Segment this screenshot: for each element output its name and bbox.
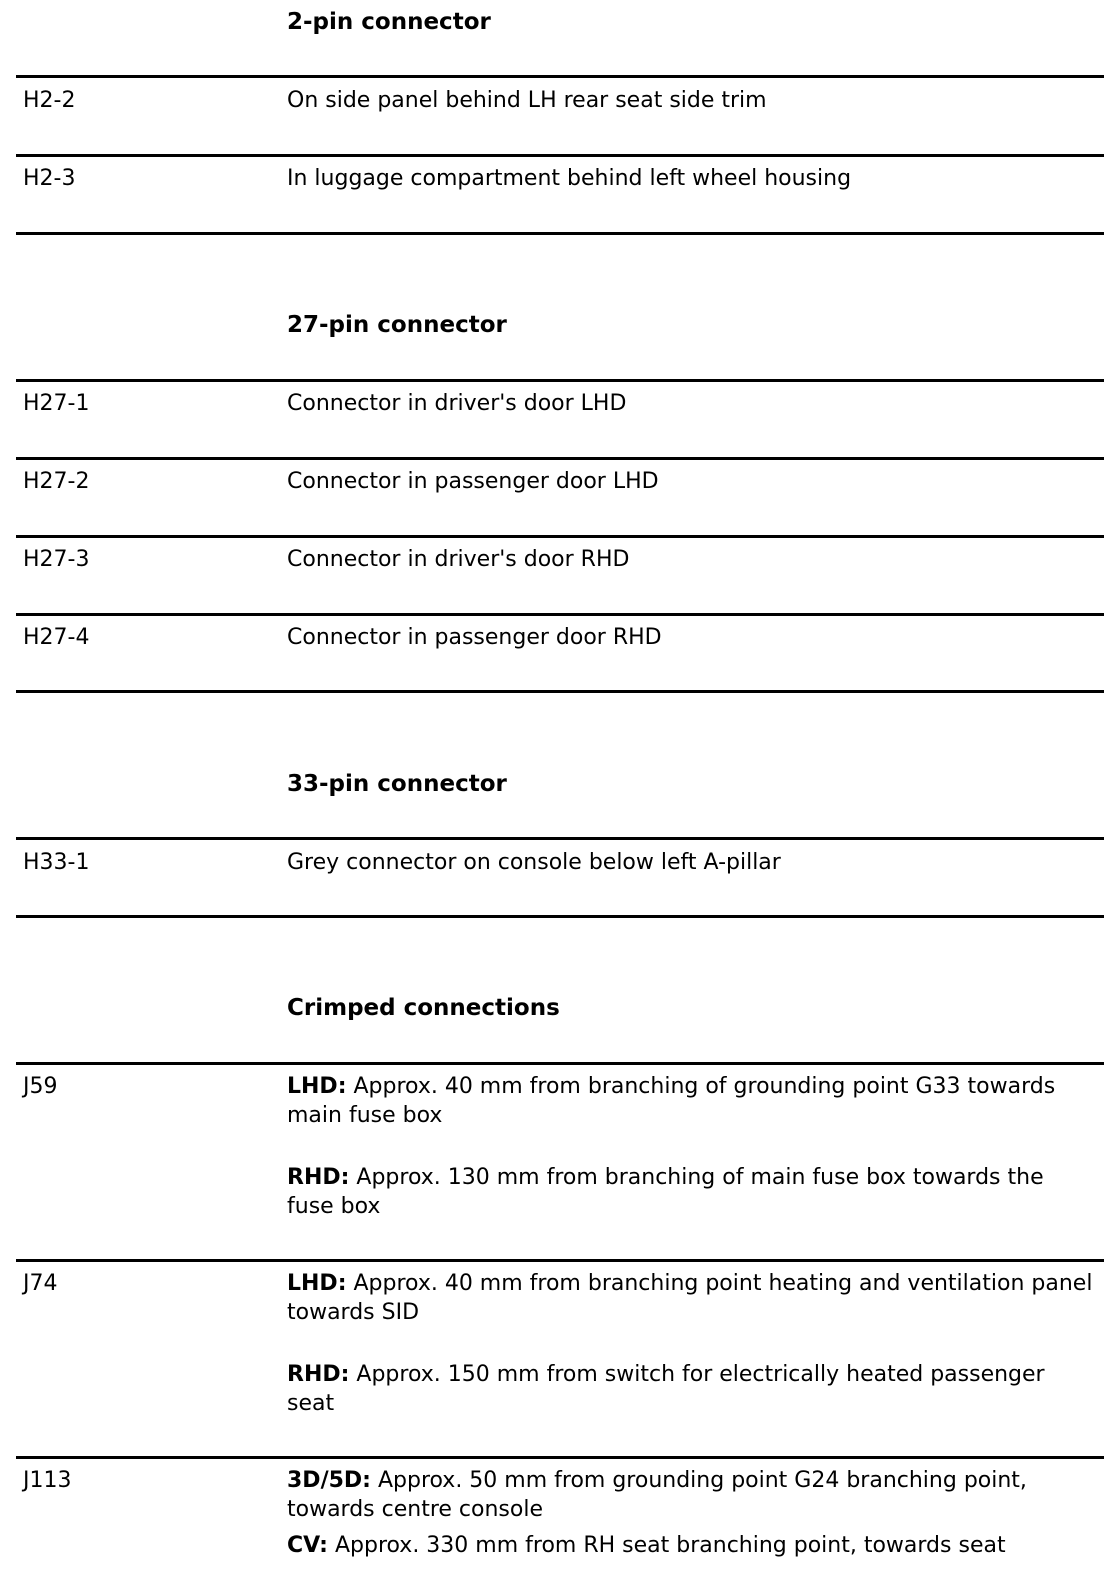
divider — [16, 1062, 1104, 1065]
connector-location: In luggage compartment behind left wheel housing — [287, 166, 852, 191]
section-heading-2-pin: 2-pin connector — [287, 9, 491, 35]
connector-location: Connector in passenger door LHD — [287, 469, 659, 494]
divider — [16, 1456, 1104, 1459]
divider — [16, 915, 1104, 918]
divider — [16, 535, 1104, 538]
note-text: Approx. 130 mm from branching of main fuse box towards the fuse box — [287, 1165, 1044, 1219]
note-text: Approx. 50 mm from grounding point G24 branching point, towards centre console — [287, 1468, 1027, 1522]
section-heading-27-pin: 27-pin connector — [287, 312, 507, 338]
divider — [16, 154, 1104, 157]
connector-code: H33-1 — [23, 850, 90, 875]
note-label: LHD: — [287, 1074, 347, 1099]
note-text: Approx. 40 mm from branching of grounding point G33 towards main fuse box — [287, 1074, 1056, 1128]
connector-code: H27-2 — [23, 469, 90, 494]
connection-note — [287, 1360, 1097, 1418]
note-label: RHD: — [287, 1362, 350, 1387]
note-text: Approx. 330 mm from RH seat branching point, towards seat — [327, 1533, 1006, 1558]
connector-code: H27-3 — [23, 547, 90, 572]
note-label: 3D/5D: — [287, 1468, 371, 1493]
connector-code: H2-2 — [23, 88, 76, 113]
connection-code: J74 — [23, 1271, 58, 1296]
connector-code: H27-4 — [23, 625, 90, 650]
divider — [16, 379, 1104, 382]
connection-code: J113 — [23, 1468, 72, 1493]
connector-location: Connector in driver's door RHD — [287, 547, 630, 572]
connection-note — [287, 1531, 1097, 1560]
divider — [16, 613, 1104, 616]
connector-code: H2-3 — [23, 166, 76, 191]
divider — [16, 1259, 1104, 1262]
connector-location: Grey connector on console below left A-pillar — [287, 850, 781, 875]
note-text: Approx. 150 mm from switch for electrically heated passenger seat — [287, 1362, 1045, 1416]
divider — [16, 75, 1104, 78]
connection-note — [287, 1072, 1097, 1130]
divider — [16, 690, 1104, 693]
divider — [16, 457, 1104, 460]
divider — [16, 837, 1104, 840]
note-label: CV: — [287, 1533, 328, 1558]
divider — [16, 232, 1104, 235]
note-text: Approx. 40 mm from branching point heating and ventilation panel towards SID — [287, 1271, 1093, 1325]
note-label: LHD: — [287, 1271, 347, 1296]
connector-location: Connector in driver's door LHD — [287, 391, 627, 416]
connection-note — [287, 1163, 1097, 1221]
section-heading-33-pin: 33-pin connector — [287, 771, 507, 797]
connector-code: H27-1 — [23, 391, 90, 416]
connection-note — [287, 1269, 1097, 1327]
connection-note — [287, 1466, 1097, 1524]
connection-code: J59 — [23, 1074, 58, 1099]
connector-location: Connector in passenger door RHD — [287, 625, 662, 650]
section-heading-crimped: Crimped connections — [287, 995, 560, 1021]
note-label: RHD: — [287, 1165, 350, 1190]
connector-location: On side panel behind LH rear seat side trim — [287, 88, 767, 113]
